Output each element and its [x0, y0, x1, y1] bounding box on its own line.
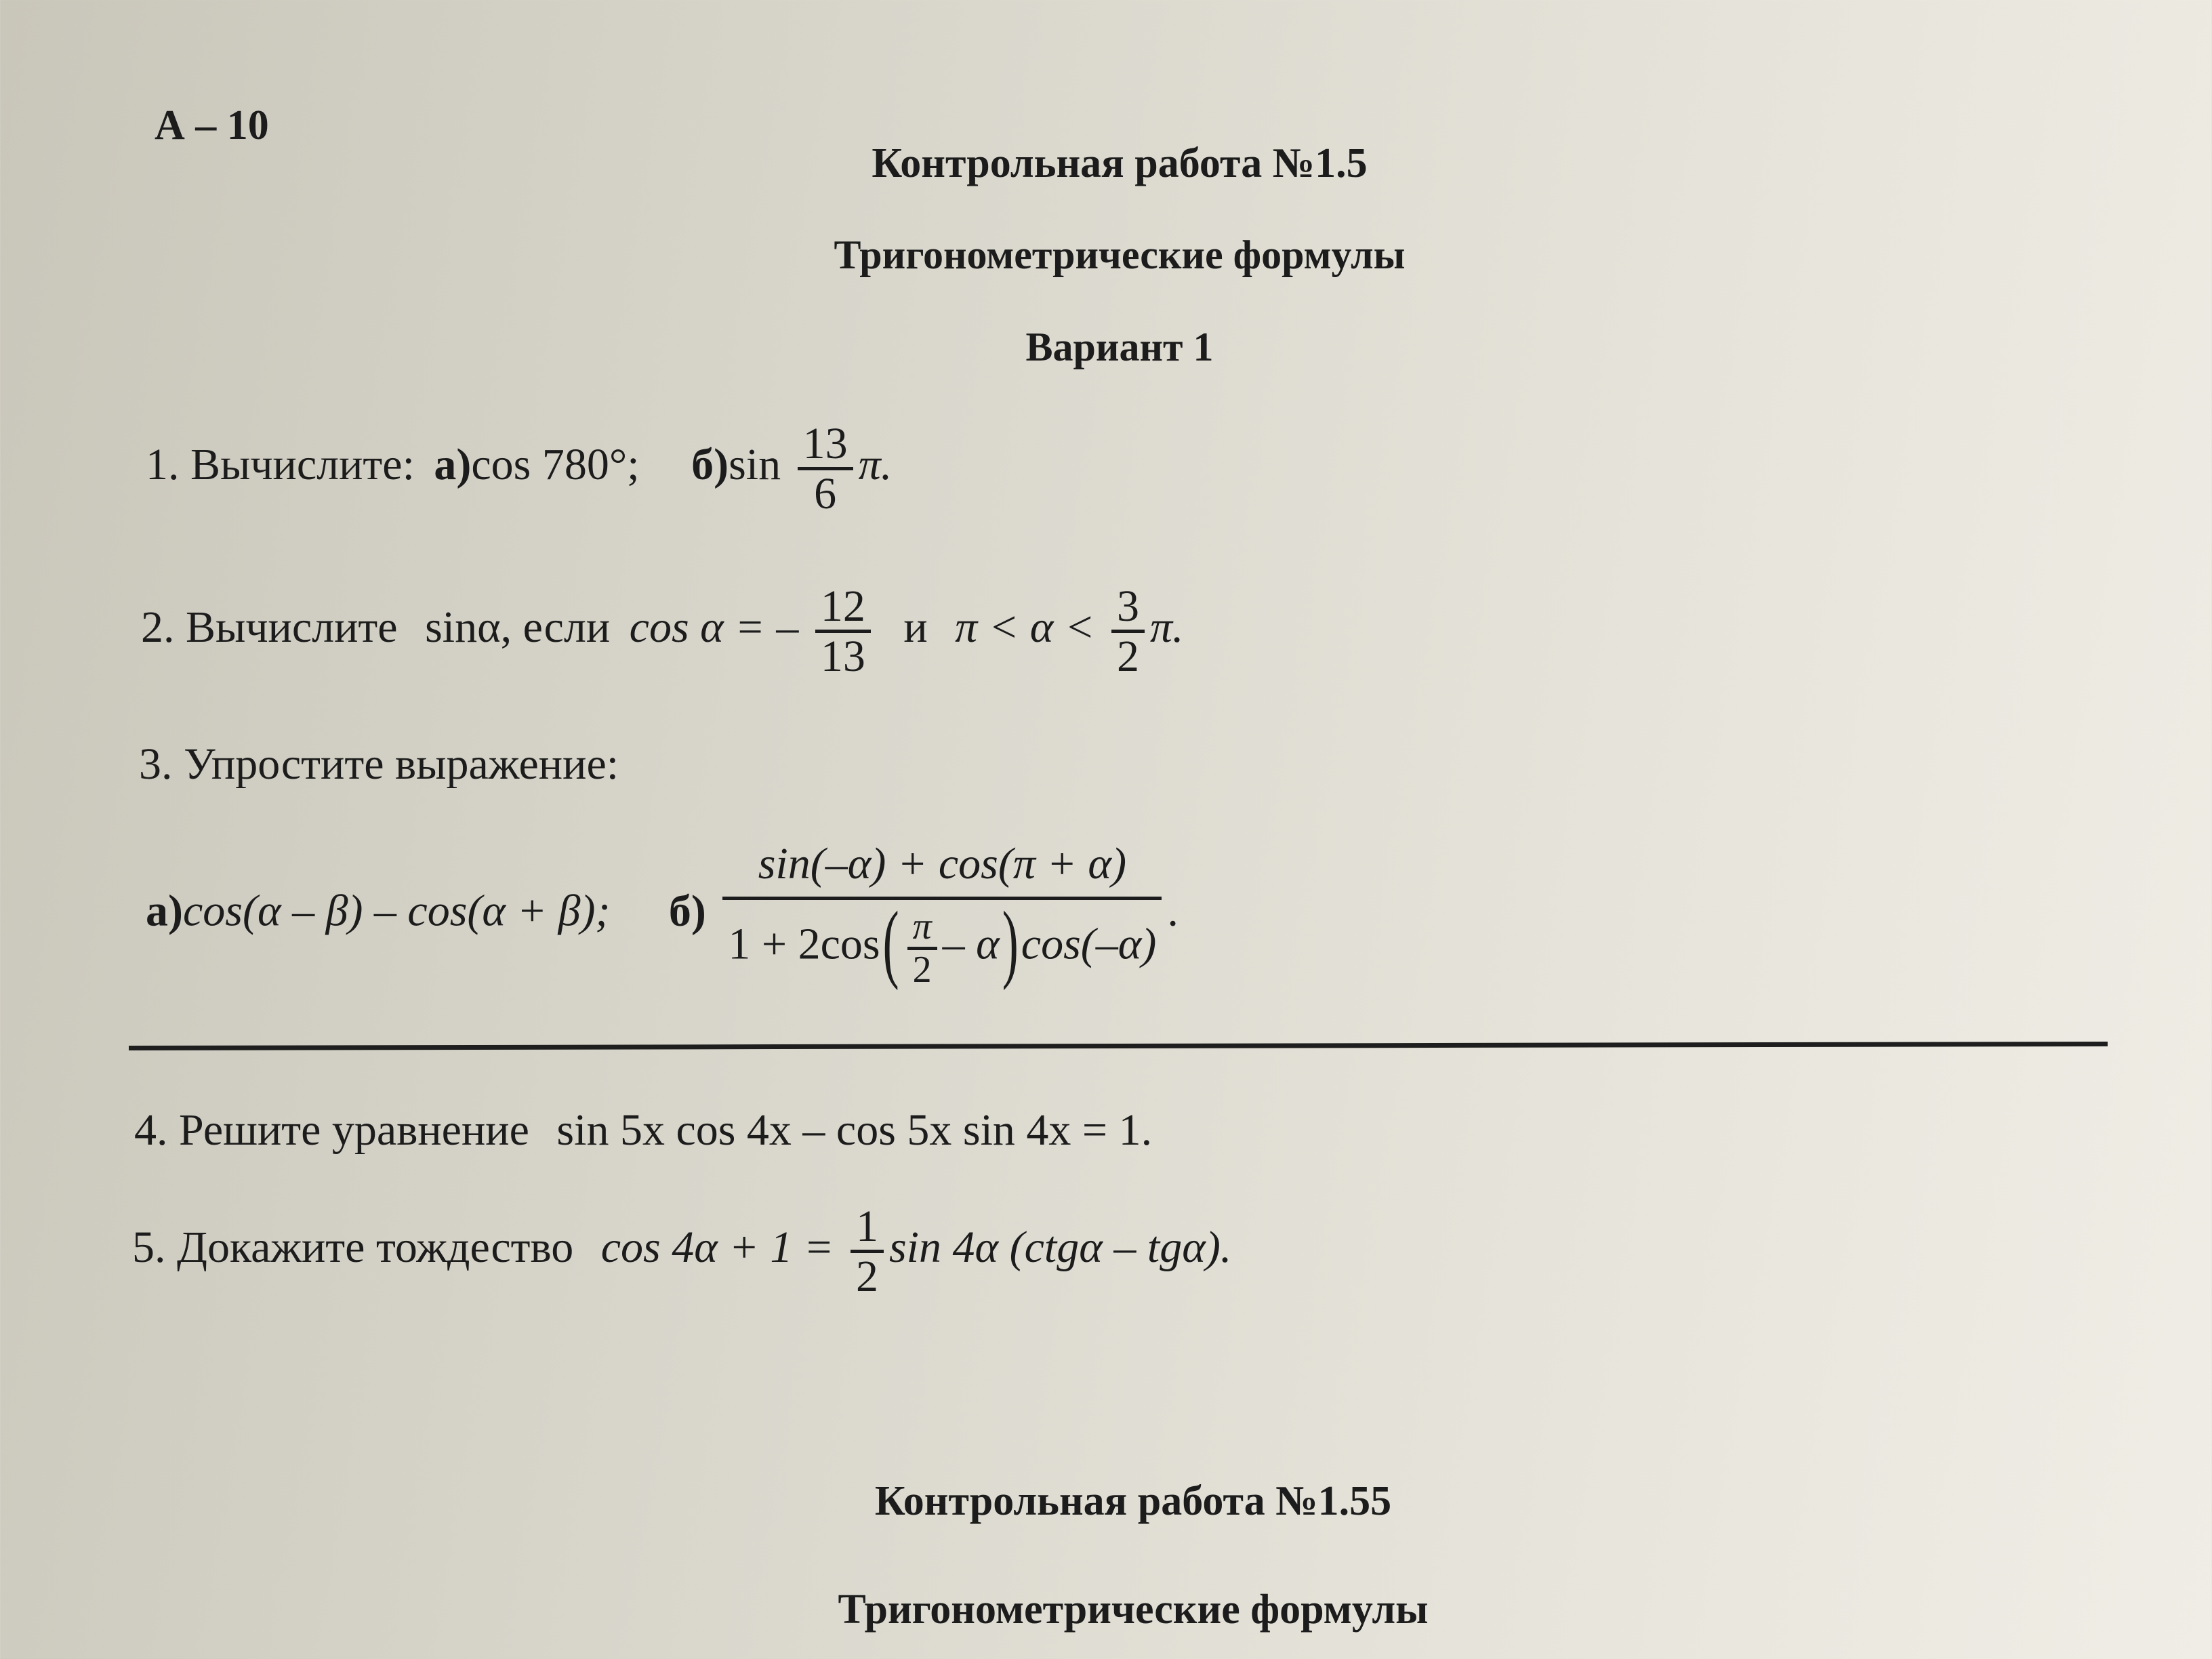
task-5-fraction-denominator: 2 [855, 1252, 878, 1302]
page-subtitle: Тригонометрические формулы [834, 232, 1406, 277]
task-2-inequality: π < α < [955, 602, 1095, 652]
task-5-label: 5. Докажите тождество [132, 1222, 574, 1272]
sheet-code: А – 10 [155, 102, 269, 148]
task-2-and: и [903, 602, 928, 652]
task-3-b-den-left: 1 + 2cos [728, 919, 880, 969]
task-1-a-label: а) [434, 439, 472, 489]
task-3-b-fraction [722, 840, 1162, 990]
task-1-fraction [798, 420, 853, 518]
task-2-fraction-denominator: 13 [820, 632, 865, 682]
task-3-a-expr: cos(α – β) – cos(α + β); [182, 886, 611, 936]
task-3-label: 3. Упростите выражение: [139, 739, 619, 789]
task-3-expressions [146, 840, 1179, 990]
task-3-b-label: б) [668, 886, 706, 936]
next-title: Контрольная работа №1.55 [874, 1478, 1392, 1524]
task-2-tail: π. [1149, 602, 1184, 652]
task-2-cos: cos α = – [629, 602, 799, 652]
task-3-b-inner-numerator: π [907, 907, 937, 950]
task-3-b-inner-fraction [907, 907, 937, 990]
task-5 [132, 1203, 1231, 1300]
task-5-right: sin 4α (ctgα – tgα). [888, 1222, 1232, 1272]
divider-line [129, 1042, 2108, 1050]
task-1-label: 1. Вычислите: [146, 439, 415, 489]
task-3-b-denominator [722, 893, 1162, 991]
task-2-fraction-2-numerator: 3 [1111, 583, 1145, 633]
task-2-expr: sinα, если [425, 602, 611, 652]
task-1-b-tail: π. [858, 439, 893, 489]
task-1 [146, 420, 892, 518]
next-subtitle: Тригонометрические формулы [838, 1586, 1429, 1633]
task-2-fraction-2 [1111, 583, 1145, 680]
task-5-left: cos 4α + 1 = [600, 1222, 834, 1272]
task-3-b-den-mid: – α [942, 919, 1000, 969]
left-paren: ( [882, 893, 899, 991]
task-4 [134, 1105, 1152, 1156]
task-3-b-tail: . [1167, 886, 1179, 936]
page-title: Контрольная работа №1.5 [872, 140, 1368, 186]
task-2-fraction [815, 583, 871, 680]
task-2-fraction-numerator: 12 [815, 583, 871, 633]
task-3-b-inner-denominator: 2 [912, 949, 932, 991]
task-5-fraction-numerator: 1 [851, 1203, 884, 1253]
variant-label: Вариант 1 [1025, 325, 1214, 369]
task-4-label: 4. Решите уравнение [134, 1105, 529, 1155]
task-5-fraction [851, 1203, 884, 1300]
task-3-b-numerator: sin(–α) + cos(π + α) [722, 840, 1162, 900]
task-4-expr: sin 5x cos 4x – cos 5x sin 4x = 1. [556, 1105, 1153, 1155]
task-2 [141, 583, 1184, 680]
task-3-b-den-right: cos(–α) [1021, 919, 1157, 969]
task-3-a-label: а) [146, 886, 183, 936]
right-paren: ) [1002, 893, 1019, 991]
task-1-b-func: sin [729, 439, 781, 489]
task-2-fraction-2-denominator: 2 [1116, 632, 1139, 682]
task-1-fraction-denominator: 6 [814, 469, 837, 519]
task-2-label: 2. Вычислите [141, 602, 398, 652]
task-1-a-expr: cos 780°; [471, 439, 640, 489]
task-1-b-label: б) [691, 439, 729, 489]
task-1-fraction-numerator: 13 [798, 420, 853, 470]
